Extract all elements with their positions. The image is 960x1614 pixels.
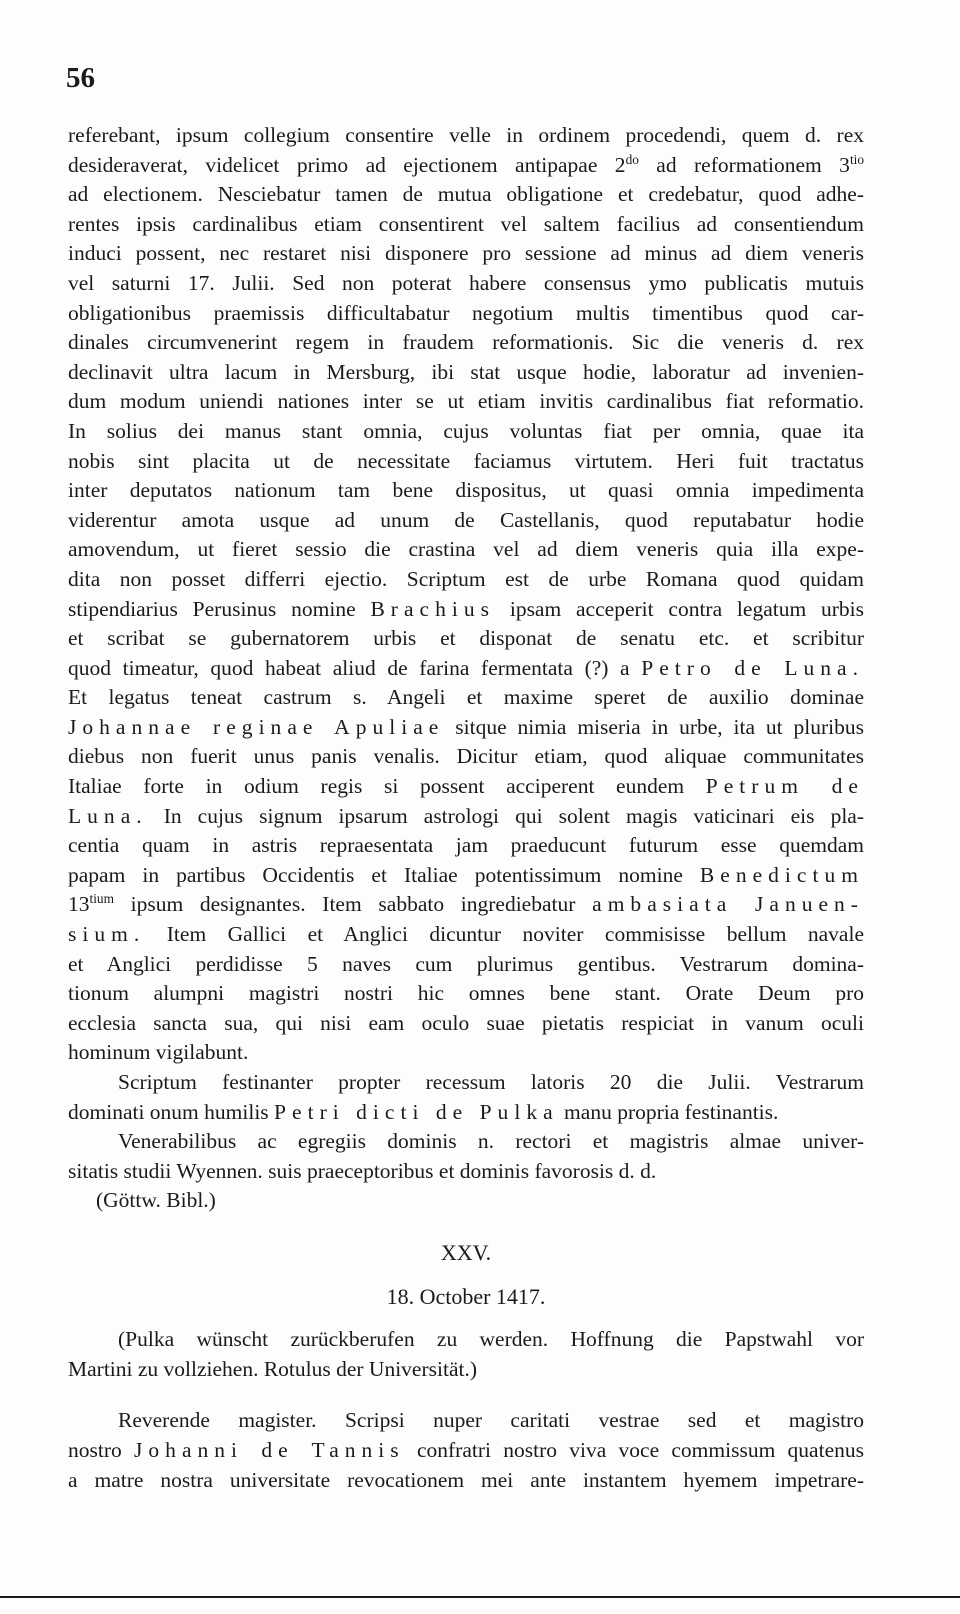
text-line: diebus non fuerit unus panis venalis. Dicitur etiam, quod aliquae communitates [68, 744, 864, 769]
letter-address [68, 1127, 864, 1186]
text-span: nostro [68, 1437, 135, 1462]
spaced-name: Brachius [370, 596, 496, 621]
text-line: declinavit ultra lacum in Mersburg, ibi stat usque hodie, laboratur ad invenien- [68, 359, 864, 384]
text-line: tionum alumpni magistri nostri hic omnes bene stant. Orate Deum pro [68, 981, 864, 1006]
text-line: sitatis studii Wyennen. suis praeceptoribus et dominis favorosis d. d. [68, 1158, 657, 1183]
page-number: 56 [66, 62, 95, 94]
section-number: XXV. [440, 1239, 492, 1265]
text-line: dum modum uniendi nationes inter se ut etiam invitis cardinalibus fiat reformatio. [68, 389, 864, 414]
text-span: ipsam acceperit contra legatum urbis [495, 596, 864, 621]
text-line [68, 713, 864, 743]
spaced-name: Petrum de [705, 774, 864, 799]
text-line: Martini zu vollziehen. Rotulus der Universität.) [68, 1356, 478, 1381]
text-line: dita non posset differri ejectio. Scriptum est de urbe Romana quod quidam [68, 566, 864, 591]
superscript: tio [849, 151, 864, 167]
text-span: desideraverat, videlicet primo ad ejectionem antipapae 2 [68, 152, 626, 177]
spacer [68, 1268, 864, 1282]
text-line: obligationibus praemissis difficultabatur negotium multis timentibus quod car- [68, 300, 864, 325]
spaced-name: Petro de Luna. [641, 655, 864, 680]
text-line: amovendum, ut fieret sessio die crastina vel ad diem veneris quia illa expe- [68, 537, 864, 562]
spaced-name: Petri dicti de Pulka [274, 1099, 559, 1124]
text-span: 13 [68, 892, 90, 917]
spaced-name: Benedictum [699, 862, 864, 887]
text-line: rentes ipsis cardinalibus etiam consentirent vel saltem facilius ad consentiendum [68, 211, 864, 236]
text-line: Scriptum festinanter propter recessum latoris 20 die Julii. Vestrarum [118, 1070, 864, 1094]
text-line: referebant, ipsum collegium consentire velle in ordinem procedendi, quem d. rex [68, 123, 864, 147]
text-line [68, 772, 864, 802]
text-line [68, 861, 864, 891]
text-line: nobis sint placita ut de necessitate faciamus virtutem. Heri fuit tractatus [68, 448, 864, 473]
text-line [68, 890, 864, 920]
text-span: In cujus signum ipsarum astrologi qui solent magis vaticinari eis pla- [147, 803, 864, 828]
text-line [68, 654, 864, 684]
text-line: Reverende magister. Scripsi nuper caritati vestrae sed et magistro [118, 1408, 864, 1433]
spaced-name: Johannae reginae Apuliae [68, 714, 445, 739]
document-body [68, 121, 864, 1495]
text-line: In solius dei manus stant omnia, cujus voluntas fiat per omnia, quae ita [68, 418, 864, 443]
text-line: hominum vigilabunt. [68, 1040, 249, 1065]
spacer [68, 1216, 864, 1238]
bottom-rule [0, 1596, 960, 1598]
letter-paragraph-3 [68, 1406, 864, 1495]
text-span: manu propria festinantis. [558, 1099, 779, 1124]
text-span: ad reformationem 3 [638, 152, 850, 177]
source-note: (Göttw. Bibl.) [96, 1188, 216, 1213]
superscript: tium [89, 891, 114, 907]
text-line [68, 920, 864, 950]
spaced-name: ambasiata Januen- [592, 892, 864, 917]
text-line: ad electionem. Nesciebatur tamen de mutua obligatione et credebatur, quod adhe- [68, 182, 864, 207]
text-line: ecclesia sancta sua, qui nisi eam oculo suae pietatis respiciat in vanum oculi [68, 1010, 864, 1035]
text-line: Et legatus teneat castrum s. Angeli et maxime speret de auxilio dominae [68, 685, 864, 710]
text-line: Venerabilibus ac egregiis dominis n. rectori et magistris almae univer- [118, 1129, 864, 1154]
text-line: viderentur amota usque ad unum de Castellanis, quod reputabatur hodie [68, 507, 864, 532]
text-span: papam in partibus Occidentis et Italiae potentissimum nomine [68, 862, 700, 887]
text-span: sitque nimia miseria in urbe, ita ut pluribus [444, 714, 864, 739]
text-line: et Anglici perdidisse 5 naves cum plurimus gentibus. Vestrarum domina- [68, 951, 864, 976]
text-line: vel saturni 17. Julii. Sed non poterat habere consensus ymo publicatis mutuis [68, 270, 864, 295]
text-span: stipendiarius Perusinus nomine [68, 596, 371, 621]
text-line [68, 1098, 864, 1128]
text-line: a matre nostra universitate revocationem mei ante instantem hyemem impetrare- [68, 1467, 864, 1492]
text-line: inter deputatos nationum tam bene dispositus, ut quasi omnia impedimenta [68, 478, 864, 503]
section-summary [68, 1325, 864, 1384]
text-line: induci possent, nec restaret nisi disponere pro sessione ad minus ad diem veneris [68, 241, 864, 266]
text-span: Italiae forte in odium regis si possent acciperent eundem [68, 774, 706, 799]
text-line: et scribat se gubernatorem urbis et disponat de senatu etc. et scribitur [68, 626, 864, 651]
text-line [68, 151, 864, 181]
text-span: ipsum designantes. Item sabbato ingrediebatur [113, 892, 593, 917]
section-date: 18. October 1417. [386, 1283, 546, 1309]
spaced-name: Johanni de Tannis [134, 1437, 405, 1462]
letter-paragraph-2 [68, 1068, 864, 1127]
text-span: Item Gallici et Anglici dicuntur noviter commisisse bellum navale [145, 922, 864, 947]
text-line [68, 1436, 864, 1466]
text-span: confratri nostro viva voce commissum quatenus [404, 1437, 864, 1462]
letter-paragraph-1 [68, 121, 864, 1068]
text-line: (Pulka wünscht zurückberufen zu werden. Hoffnung die Papstwahl vor [118, 1327, 864, 1352]
text-line: centia quam in astris repraesentata jam praeducunt futurum esse quemdam [68, 833, 864, 858]
superscript: do [625, 151, 639, 167]
spaced-name: sium. [68, 922, 146, 947]
text-line [68, 595, 864, 625]
text-span: dominati onum humilis [68, 1099, 275, 1124]
spaced-name: Luna. [68, 803, 148, 828]
text-span: quod timeatur, quod habeat aliud de farina fermentata (?) a [68, 655, 642, 680]
text-line [68, 802, 864, 832]
spacer [68, 1384, 864, 1406]
text-line: dinales circumvenerint regem in fraudem reformationis. Sic die veneris d. rex [68, 330, 864, 355]
spacer [68, 1311, 864, 1325]
